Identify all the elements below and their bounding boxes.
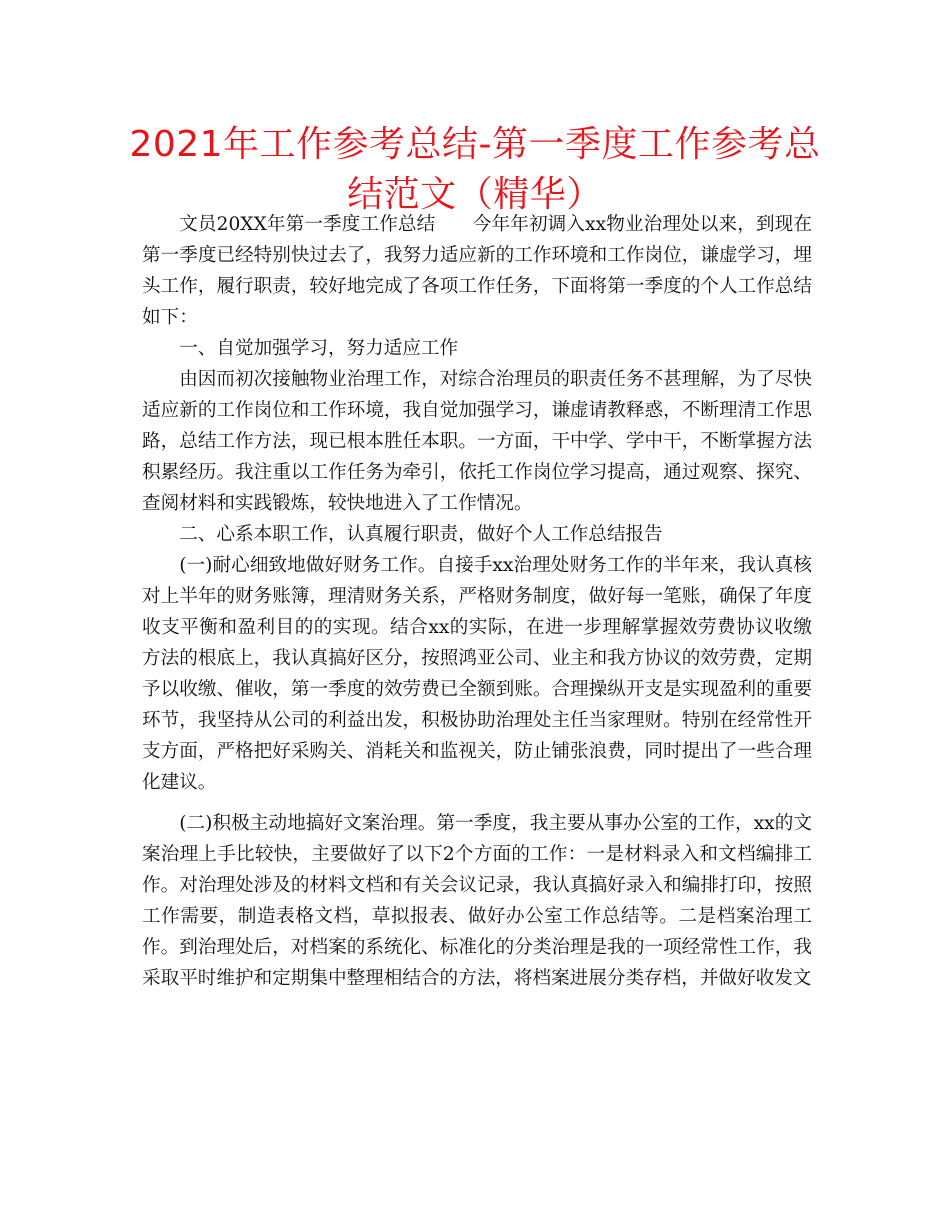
- document-title: 2021年工作参考总结-第一季度工作参考总结范文（精华）: [129, 124, 821, 215]
- section-heading-1: 一、自觉加强学习，努力适应工作: [179, 338, 459, 359]
- document-body: [142, 209, 812, 994]
- paragraph-intro: 文员20XX年第一季度工作总结 今年年初调入xx物业治理处以来，到现在第一季度已经特别快过去了，我努力适应新的工作环境和工作岗位，谦虚学习，埋头工作，履行职责，较好地完成了各项工作任务，下面将第一季度的个人工作总结如下：: [142, 214, 812, 328]
- paragraph-finance: (一)耐心细致地做好财务工作。自接手xx治理处财务工作的半年来，我认真核对上半年的财务账簿，理清财务关系，严格财务制度，做好每一笔账，确保了年度收支平衡和盈利目的的实现。结合xx的实际，在进一步理解掌握效劳费协议收缴方法的根底上，我认真搞好区分，按照鸿亚公司、业主和我方协议的效劳费，定期予以收缴、催收，第一季度的效劳费已全额到账。合理操纵开支是实现盈利的重要环节，我坚持从公司的利益出发，积极协助治理处主任当家理财。特别在经常性开支方面，严格把好采购关、消耗关和监视关，防止铺张浪费，同时提出了一些合理化建议。: [142, 555, 812, 793]
- paragraph-learning: 由因而初次接触物业治理工作，对综合治理员的职责任务不甚理解，为了尽快适应新的工作岗位和工作环境，我自觉加强学习，谦虚请教释惑，不断理清工作思路，总结工作方法，现已根本胜任本职。一方面，干中学、学中干，不断掌握方法积累经历。我注重以工作任务为牵引，依托工作岗位学习提高，通过观察、探究、查阅材料和实践锻炼，较快地进入了工作情况。: [142, 369, 812, 514]
- section-heading-2: 二、心系本职工作，认真履行职责，做好个人工作总结报告: [179, 524, 663, 545]
- paragraph-documents: (二)积极主动地搞好文案治理。第一季度，我主要从事办公室的工作，xx的文案治理上手比较快，主要做好了以下2个方面的工作：一是材料录入和文档编排工作。对治理处涉及的材料文档和有关会议记录，我认真搞好录入和编排打印，按照工作需要，制造表格文档，草拟报表、做好办公室工作总结等。二是档案治理工作。到治理处后，对档案的系统化、标准化的分类治理是我的一项经常性工作，我采取平时维护和定期集中整理相结合的方法，将档案进展分类存档，并做好收发文: [142, 813, 812, 989]
